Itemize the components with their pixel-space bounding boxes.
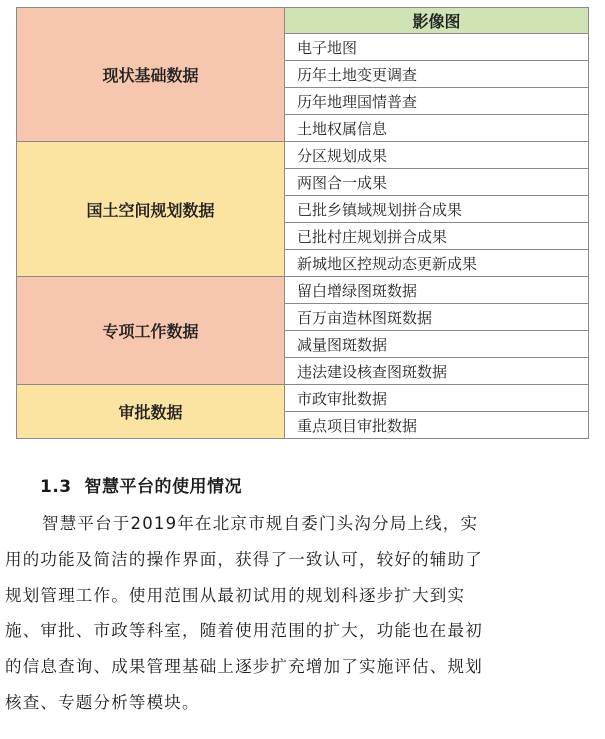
section-title: 智慧平台的使用情况 xyxy=(84,477,242,497)
item-cell: 新城地区控规动态更新成果 xyxy=(285,250,589,277)
data-catalog-table xyxy=(16,7,589,439)
item-cell: 历年土地变更调查 xyxy=(285,61,589,88)
section-number: 1.3 xyxy=(40,477,72,497)
table-row xyxy=(17,385,589,412)
paragraph-line: 用的功能及简洁的操作界面，获得了一致认可，较好的辅助了 xyxy=(5,549,483,569)
paragraph-line: 规划管理工作。使用范围从最初试用的规划科逐步扩大到实 xyxy=(5,585,466,605)
item-cell: 违法建设核查图斑数据 xyxy=(285,358,589,385)
item-cell: 土地权属信息 xyxy=(285,115,589,142)
category-cell: 现状基础数据 xyxy=(17,8,285,142)
section-heading xyxy=(40,472,242,497)
paragraph-line: 施、审批、市政等科室，随着使用范围的扩大，功能也在最初 xyxy=(5,621,483,641)
table-body xyxy=(17,8,589,439)
table-row xyxy=(17,142,589,169)
category-cell: 审批数据 xyxy=(17,385,285,439)
item-cell: 减量图斑数据 xyxy=(285,331,589,358)
item-cell: 留白增绿图斑数据 xyxy=(285,277,589,304)
item-cell: 历年地理国情普查 xyxy=(285,88,589,115)
item-cell: 分区规划成果 xyxy=(285,142,589,169)
table-row xyxy=(17,277,589,304)
category-cell: 国土空间规划数据 xyxy=(17,142,285,277)
item-cell: 电子地图 xyxy=(285,34,589,61)
column-header: 影像图 xyxy=(285,8,589,34)
paragraph-line: 智慧平台于2019年在北京市规自委门头沟分局上线，实 xyxy=(42,514,479,533)
table-row xyxy=(17,8,589,34)
paragraph-line: 核查、专题分析等模块。 xyxy=(5,692,200,712)
item-cell: 已批村庄规划拼合成果 xyxy=(285,223,589,250)
item-cell: 百万亩造林图斑数据 xyxy=(285,304,589,331)
item-cell: 重点项目审批数据 xyxy=(285,412,589,439)
category-cell: 专项工作数据 xyxy=(17,277,285,385)
item-cell: 已批乡镇域规划拼合成果 xyxy=(285,196,589,223)
item-cell: 市政审批数据 xyxy=(285,385,589,412)
item-cell: 两图合一成果 xyxy=(285,169,589,196)
body-paragraph xyxy=(5,506,600,721)
paragraph-line: 的信息查询、成果管理基础上逐步扩充增加了实施评估、规划 xyxy=(5,657,483,677)
